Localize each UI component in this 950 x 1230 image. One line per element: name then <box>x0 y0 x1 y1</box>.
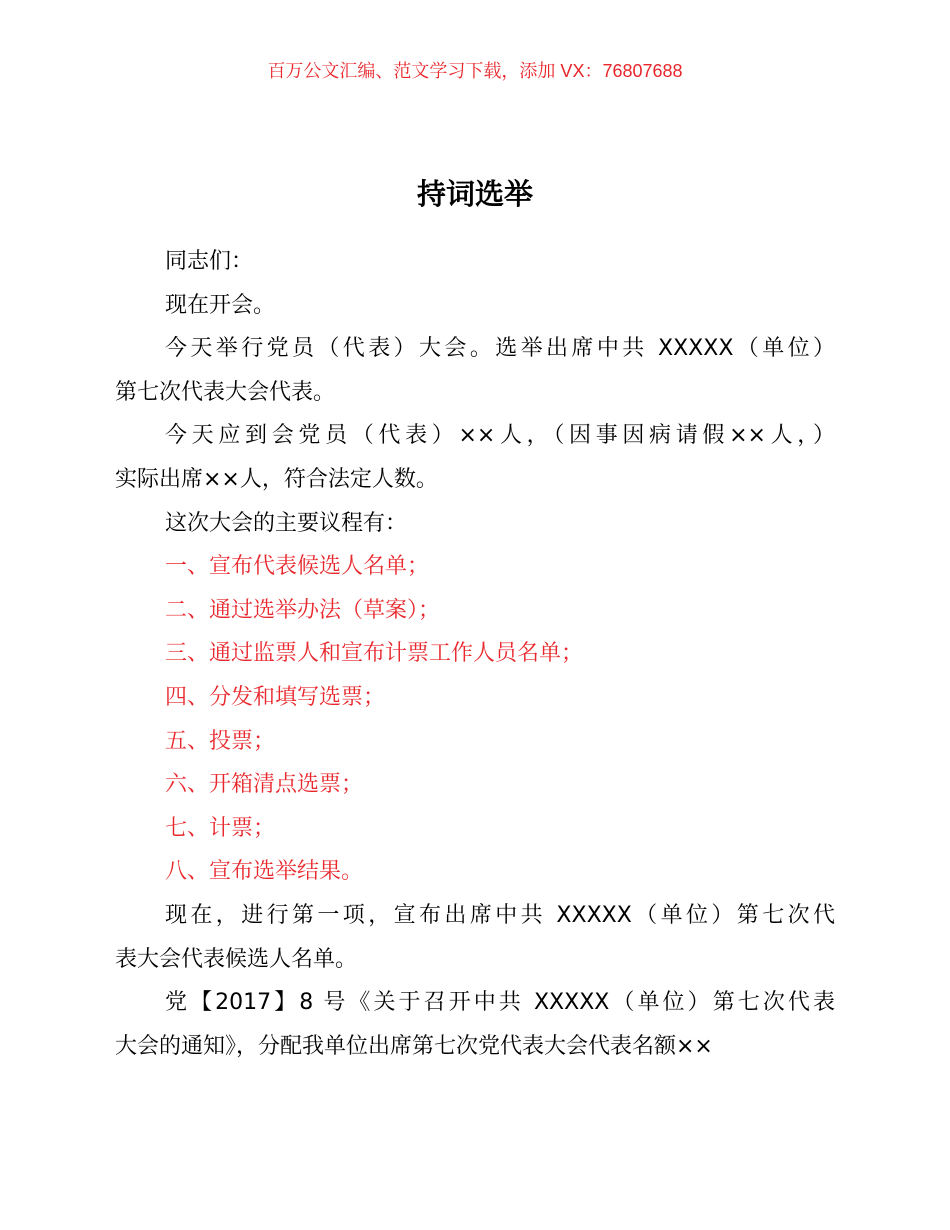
paragraph <box>115 327 835 414</box>
agenda-item <box>115 807 835 851</box>
text-line: 现在开会。 <box>165 292 276 318</box>
paragraph <box>115 502 835 546</box>
text-line: 表大会代表候选人名单。 <box>115 946 358 972</box>
text-line: 第七次代表大会代表。 <box>115 379 336 405</box>
text-line: 二、通过选举办法（草案）； <box>165 597 441 623</box>
agenda-item <box>115 850 835 894</box>
agenda-item <box>115 720 835 764</box>
paragraph <box>115 414 835 501</box>
paragraph <box>115 894 835 981</box>
paragraph <box>115 981 835 1068</box>
agenda-item <box>115 763 835 807</box>
text-line: 大会的通知》，分配我单位出席第七次党代表大会代表名额×× <box>115 1033 713 1059</box>
paragraph <box>115 240 835 284</box>
agenda-item <box>115 632 835 676</box>
paragraph <box>115 284 835 328</box>
agenda-item <box>115 676 835 720</box>
text-line: 实际出席××人，符合法定人数。 <box>115 466 438 492</box>
text-line: 五、投票； <box>165 728 276 754</box>
text-line: 六、开箱清点选票； <box>165 772 364 798</box>
agenda-item <box>115 545 835 589</box>
text-line: 一、宣布代表候选人名单； <box>165 554 430 580</box>
text-line: 七、计票； <box>165 815 276 841</box>
text-line: 四、分发和填写选票； <box>165 684 386 710</box>
text-line: 党【2017】8 号《关于召开中共 XXXXX（单位）第七次代表 <box>165 990 835 1016</box>
text-line: 三、通过监票人和宣布计票工作人员名单； <box>165 641 584 667</box>
text-line: 现在，进行第一项，宣布出席中共 XXXXX（单位）第七次代 <box>165 902 835 928</box>
text-line: 同志们： <box>165 249 254 274</box>
document-title: 持词选举 <box>416 177 533 211</box>
text-line: 今天应到会党员（代表）××人，（因事因病请假××人，） <box>165 423 835 449</box>
agenda-item <box>115 589 835 633</box>
watermark-banner: 百万公文汇编、范文学习下载，添加 VX：76807688 <box>267 61 683 81</box>
text-line: 今天举行党员（代表）大会。选举出席中共 XXXXX（单位） <box>165 336 835 362</box>
document-body <box>115 240 835 1068</box>
text-line: 这次大会的主要议程有： <box>165 510 408 536</box>
text-line: 八、宣布选举结果。 <box>165 859 364 885</box>
